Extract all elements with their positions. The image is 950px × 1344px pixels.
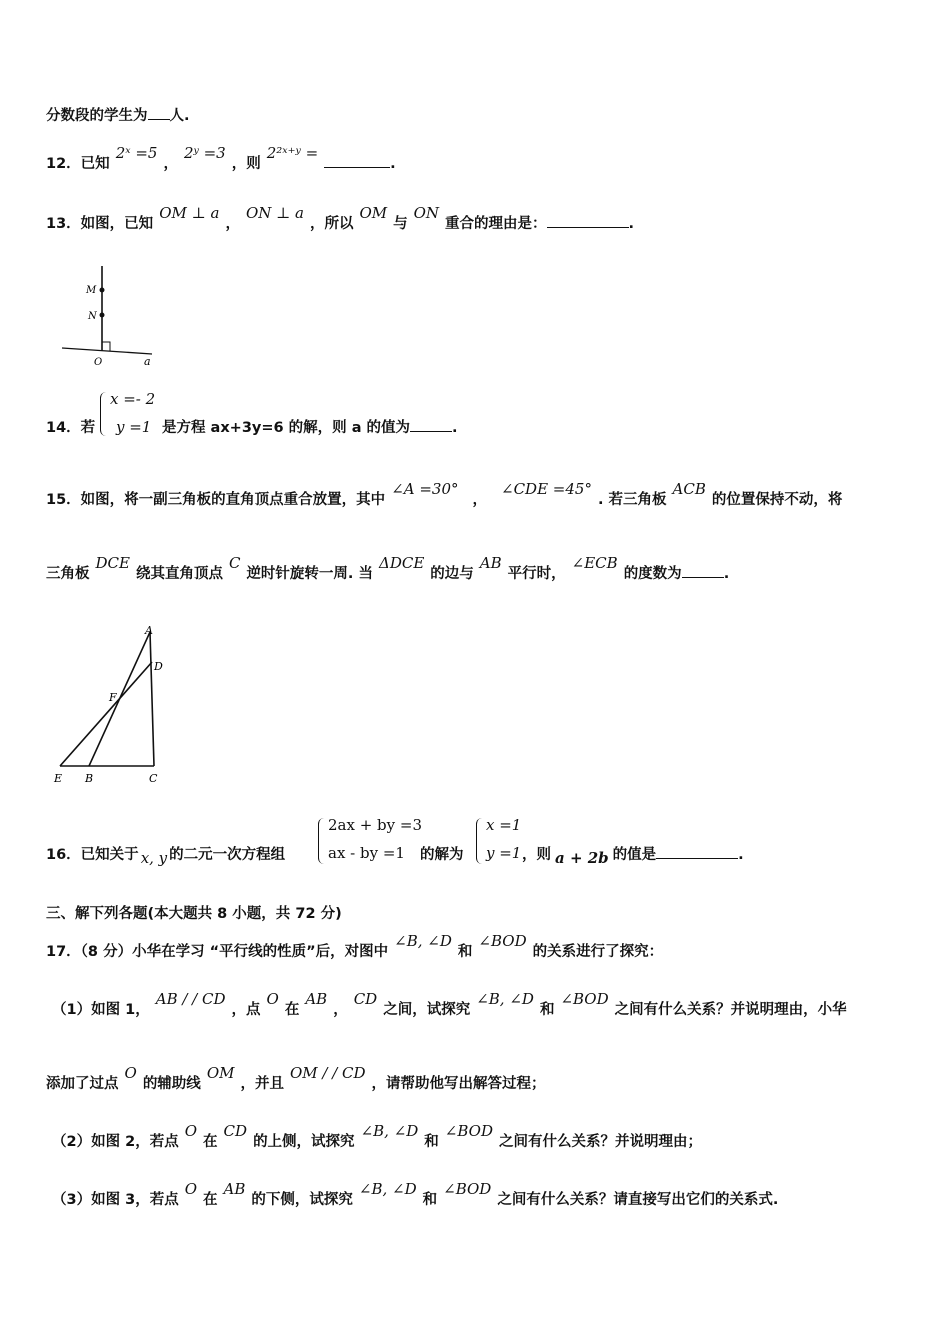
fig13-point-n	[100, 313, 105, 318]
q17-p2b: 在	[203, 1134, 218, 1150]
q16-vars: x, y	[140, 849, 168, 867]
q17-p3d: 和	[422, 1192, 438, 1208]
q17-end: 的关系进行了探究：	[532, 944, 664, 960]
q17-p1d: ，	[333, 1002, 348, 1018]
q17-p2m2: CD	[223, 1122, 248, 1140]
q17-p2e: 之间有什么关系？并说明理由；	[499, 1134, 702, 1150]
q17-part-1-line-2	[46, 1064, 546, 1093]
q13	[46, 204, 635, 233]
q15-end: .	[723, 566, 730, 582]
q12-end: .	[390, 156, 396, 172]
q12-num: 12．已知	[46, 156, 110, 172]
q16-system	[318, 816, 423, 866]
q12-mid: ，则	[231, 156, 261, 172]
q13-math-1: OM ⊥ a	[159, 204, 220, 222]
q17-p1b: ，点	[231, 1002, 261, 1018]
q16-start	[46, 843, 286, 867]
q16-end: .	[738, 847, 744, 863]
fig13-label-a: a	[144, 355, 151, 368]
q17-math-1: ∠B, ∠D	[394, 932, 452, 950]
q13-math-4: ON	[413, 204, 440, 222]
q12-math-3: 2²ˣ⁺ʸ =	[266, 144, 319, 162]
answer-blank	[148, 107, 170, 120]
q13-math-3: OM	[359, 204, 388, 222]
fig15-label-f: F	[109, 691, 117, 704]
q17-p3e: 之间有什么关系？请直接写出它们的关系式.	[497, 1192, 779, 1208]
fig13-right-angle	[102, 342, 110, 351]
fig13-label-o: O	[94, 357, 103, 368]
q14-system	[100, 390, 160, 438]
q14-num	[46, 416, 95, 437]
q11-tail	[46, 104, 190, 125]
q15-line-2	[46, 554, 730, 583]
fig15-label-e: E	[54, 772, 63, 785]
q12	[46, 144, 396, 173]
q17-p1m9: OM / / CD	[289, 1064, 366, 1082]
q15-math-1: ∠A =30°	[391, 480, 459, 498]
q17-p2m3: ∠B, ∠D	[360, 1122, 419, 1140]
q16-text-1: 的二元一次方程组	[169, 847, 286, 863]
q16-mid	[420, 843, 464, 864]
q17-p2c: 的上侧，试探究	[253, 1134, 355, 1150]
q17-p1f: 和	[539, 1002, 555, 1018]
q16-eq-1: 2ax + by =3	[328, 816, 423, 834]
q17-p1j: ，并且	[240, 1076, 284, 1092]
q12-math-1: 2ˣ =5	[115, 144, 158, 162]
q15-tail: 的位置保持不动，将	[711, 492, 843, 508]
q15-math-7: AB	[479, 554, 502, 572]
q14-end: .	[452, 420, 458, 436]
q16-eq-2: ax - by =1	[328, 844, 405, 862]
q17-p1m8: OM	[206, 1064, 235, 1082]
q17-part-2	[52, 1122, 702, 1151]
q15-l2b: 绕其直角顶点	[135, 566, 223, 582]
q12-math-2: 2ʸ =3	[183, 144, 226, 162]
q17-p2m1: O	[184, 1122, 198, 1140]
q15-l2e: 平行时，	[507, 566, 566, 582]
figure-q15	[46, 622, 176, 792]
q12-sep: ，	[163, 156, 178, 172]
q14-row-1: x =- 2	[110, 390, 156, 408]
answer-blank	[324, 155, 390, 168]
brace-icon	[476, 818, 483, 864]
q11-end: 人.	[169, 108, 190, 124]
q17-p3a: （3）如图 3，若点	[52, 1192, 179, 1208]
answer-blank	[656, 846, 738, 859]
q13-yu: 与	[393, 216, 408, 232]
q17-part-3	[52, 1180, 779, 1209]
figure-q13	[56, 262, 166, 372]
q15-mid: . 若三角板	[597, 492, 667, 508]
q17-p1a: （1）如图 1，	[52, 1002, 150, 1018]
q16-num: 16．已知关于	[46, 847, 139, 863]
q17-p1h: 添加了过点	[46, 1076, 119, 1092]
fig15-line-de	[60, 662, 152, 766]
q11-text: 分数段的学生为	[46, 108, 148, 124]
q17-p3m4: ∠BOD	[443, 1180, 492, 1198]
q15-l2c: 逆时针旋转一周. 当	[246, 566, 373, 582]
q16-sol-1: x =1	[486, 816, 522, 834]
q13-mid: ，所以	[309, 216, 354, 232]
q17-p1m5: ∠B, ∠D	[476, 990, 534, 1008]
fig13-label-m: M	[86, 285, 97, 296]
q16-text-4: 的值是	[612, 847, 657, 863]
q15-math-3: ACB	[672, 480, 706, 498]
brace-icon	[318, 818, 325, 864]
q17-p1i: 的辅助线	[142, 1076, 201, 1092]
q17-math-2: ∠BOD	[478, 932, 527, 950]
q14-text: 是方程 ax+3y=6 的解，则 a 的值为	[162, 420, 411, 436]
q14-body	[162, 416, 458, 437]
q16-math: a + 2b	[555, 849, 609, 867]
q15-l2d: 的边与	[430, 566, 474, 582]
q14-num-text: 14．若	[46, 420, 96, 436]
q17-p1m6: ∠BOD	[560, 990, 609, 1008]
fig15-label-c: C	[149, 772, 158, 785]
q15-math-2: ∠CDE =45°	[501, 480, 592, 498]
q15-math-5: C	[228, 554, 241, 572]
q17-p2d: 和	[424, 1134, 439, 1150]
q17-p1c: 在	[284, 1002, 300, 1018]
q15-math-6: ΔDCE	[379, 554, 425, 572]
q15-sep: ，	[472, 492, 488, 508]
q17-p3m3: ∠B, ∠D	[358, 1180, 417, 1198]
q17-p1k: ，请帮助他写出解答过程；	[371, 1076, 546, 1092]
fig13-label-n: N	[88, 311, 97, 322]
section-3-heading: 三、解下列各题(本大题共 8 小题，共 72 分)	[46, 906, 342, 922]
q13-dot: .	[628, 216, 635, 232]
fig15-line-ca	[150, 632, 154, 766]
q17-p1m7: O	[124, 1064, 137, 1082]
q15-math-8: ∠ECB	[571, 554, 618, 572]
q17-p1e: 之间，试探究	[383, 1002, 471, 1018]
q14-row-2: y =1	[116, 418, 152, 436]
q17-p1m4: CD	[353, 990, 378, 1008]
fig15-label-a: A	[145, 624, 153, 637]
q16-end-part	[522, 843, 744, 867]
fig13-point-m	[100, 288, 105, 293]
q17-p1m2: O	[266, 990, 279, 1008]
q13-end: 重合的理由是：	[445, 216, 547, 232]
q16-sol-2: y =1	[486, 844, 522, 862]
q17-p3c: 的下侧，试探究	[251, 1192, 353, 1208]
q17-p2a: （2）如图 2，若点	[52, 1134, 179, 1150]
q17-intro	[46, 932, 664, 961]
q15-l2a: 三角板	[46, 566, 90, 582]
fig15-label-d: D	[154, 660, 163, 673]
answer-blank	[547, 215, 629, 228]
q17-num: 17．（8 分）小华在学习 “平行线的性质”后，对图中	[46, 944, 389, 960]
q17-p3m2: AB	[223, 1180, 246, 1198]
q13-sep: ，	[225, 216, 240, 232]
q16-text-3: ，则	[522, 847, 551, 863]
q15-line-1	[46, 480, 843, 509]
q17-p1m3: AB	[305, 990, 328, 1008]
q16-text-2: 的解为	[420, 847, 464, 863]
q17-p3m1: O	[184, 1180, 198, 1198]
brace-icon	[100, 392, 107, 436]
q17-p2m4: ∠BOD	[444, 1122, 493, 1140]
q15-math-4: DCE	[95, 554, 130, 572]
q17-p3b: 在	[203, 1192, 218, 1208]
q13-num: 13．如图，已知	[46, 216, 154, 232]
answer-blank	[410, 419, 452, 432]
q17-part-1-line-1	[52, 990, 847, 1019]
q17-p1g: 之间有什么关系？并说明理由，小华	[614, 1002, 847, 1018]
q15-num: 15．如图，将一副三角板的直角顶点重合放置，其中	[46, 492, 386, 508]
q15-l2f: 的度数为	[623, 566, 682, 582]
q13-math-2: ON ⊥ a	[245, 204, 304, 222]
q17-he: 和	[457, 944, 473, 960]
answer-blank	[682, 565, 724, 578]
fig15-label-b: B	[85, 772, 94, 785]
q17-p1m1: AB / / CD	[155, 990, 226, 1008]
fig13-line-a	[62, 348, 152, 354]
